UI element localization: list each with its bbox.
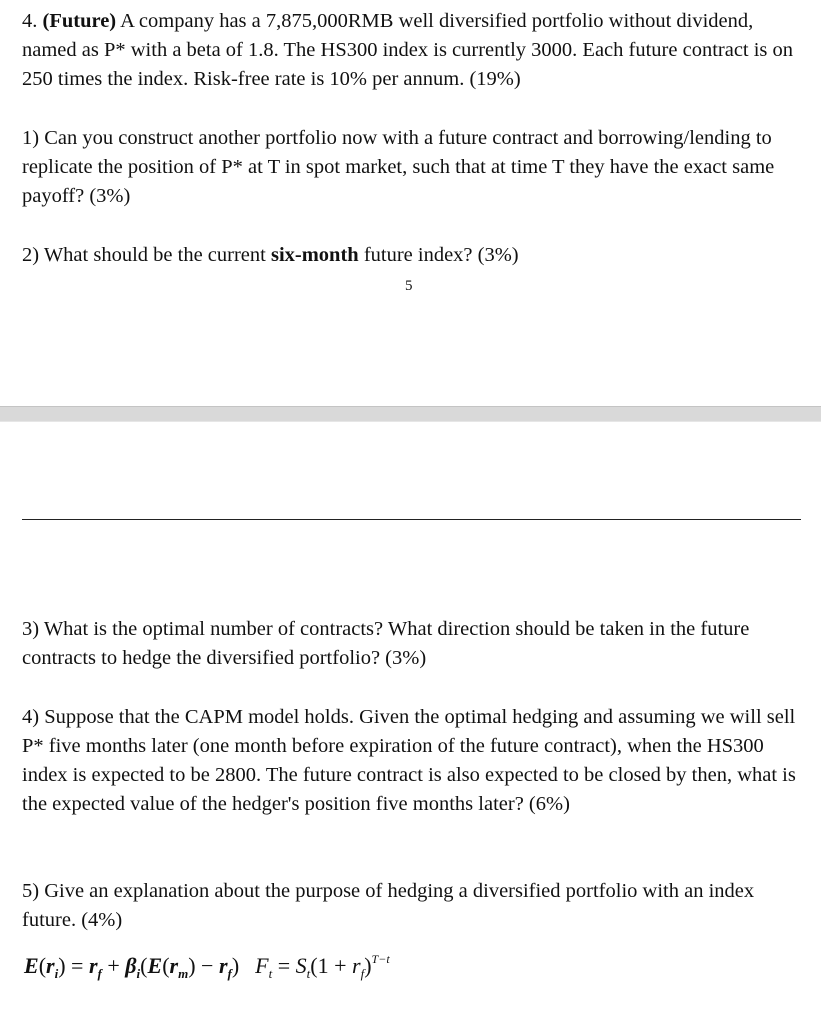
question-4-intro (22, 7, 812, 94)
part-2-tail: future index? (3%) (358, 244, 519, 266)
page-number: 5 (405, 278, 413, 294)
question-text: A company has a 7,875,000RMB well diversified portfolio without dividend, named as P* with a beta of 1.8. The HS300 index is currently 3000. Each future contract is on 250 times the index. Risk-free rate is 10% per annum. (19%) (22, 10, 794, 90)
capm-formula: $E(r_i) = r_f + \beta_i(E(r_m) - r_f)$ (24, 953, 240, 981)
part-3: 3) What is the optimal number of contracts? What direction should be taken in the future contracts to hedge the diversified portfolio? (3%) (22, 618, 750, 669)
part-2-lead: 2) What should be the current (22, 244, 271, 266)
part-5: 5) Give an explanation about the purpose of hedging a diversified portfolio with an index future. (4%) (22, 880, 755, 931)
part-2 (22, 241, 812, 270)
part-4: 4) Suppose that the CAPM model holds. Given the optimal hedging and assuming we will sell P* five months later (one month before expiration of the future contract), when the HS300 index is expected to be 2800. The future contract is also expected to be closed by then, what is the expected value of the hedger's position five months later? (6%) (22, 706, 796, 815)
futures-pricing-formula: $F_t = S_t(1 + r_f)^{T-t}$ (255, 952, 390, 981)
part-2-emphasis: six-month (270, 244, 359, 266)
page-break-separator (0, 406, 821, 422)
question-title: (Future) (42, 10, 117, 32)
question-number: 4. (22, 10, 38, 32)
formula-line (24, 944, 390, 989)
part-1: 1) Can you construct another portfolio now with a future contract and borrowing/lending to replicate the position of P* at T in spot market, such that at time T they have the exact same payoff? (3%) (22, 127, 775, 207)
header-rule (22, 519, 801, 520)
